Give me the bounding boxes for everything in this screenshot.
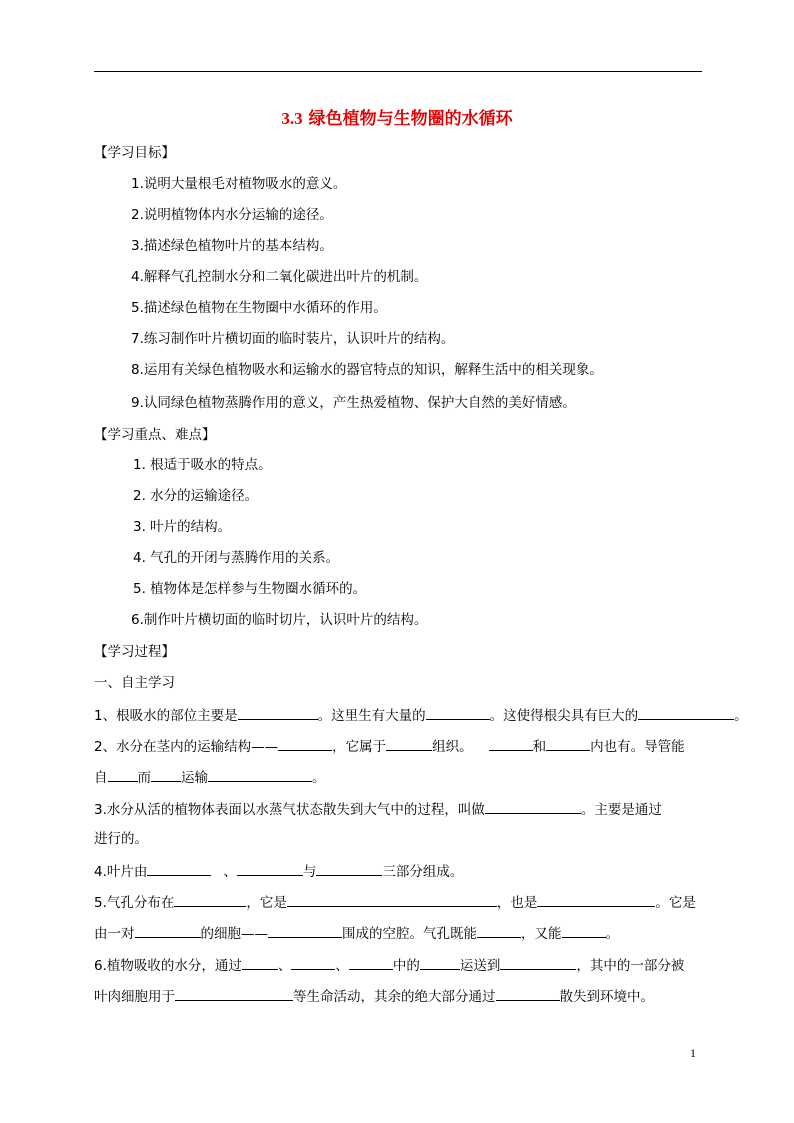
answer-blank[interactable] (242, 955, 278, 970)
answer-blank[interactable] (174, 892, 246, 907)
objective-item: 9.认同绿色植物蒸腾作用的意义，产生热爱植物、保护大自然的美好情感。 (131, 395, 576, 411)
subsection-self-study: 一、自主学习 (94, 675, 175, 691)
answer-blank[interactable] (147, 861, 211, 876)
key-point-item: 1. 根适于吸水的特点。 (133, 457, 272, 473)
objective-item: 4.解释气孔控制水分和二氧化碳进出叶片的机制。 (131, 269, 428, 285)
title-number: 3.3 (281, 109, 303, 128)
answer-blank[interactable] (278, 736, 332, 751)
question-4: 4.叶片由 、 与 三部分组成。 (94, 861, 463, 882)
answer-blank[interactable] (386, 736, 432, 751)
key-point-item: 4. 气孔的开闭与蒸腾作用的关系。 (133, 550, 340, 566)
question-5-cont: 由一对 的细胞—— 围成的空腔。气孔既能 ，又能 。 (94, 923, 619, 944)
section-goals: 【学习目标】 (94, 145, 175, 161)
question-3-cont: 进行的。 (94, 831, 148, 847)
answer-blank[interactable] (268, 923, 342, 938)
answer-blank[interactable] (287, 892, 497, 907)
question-2-cont: 自 而 运输 。 (94, 767, 326, 788)
key-point-item: 3. 叶片的结构。 (133, 519, 232, 535)
answer-blank[interactable] (151, 767, 181, 782)
answer-blank[interactable] (238, 705, 318, 720)
section-key-points: 【学习重点、难点】 (94, 427, 216, 443)
answer-blank[interactable] (237, 861, 303, 876)
page-title (0, 104, 794, 129)
answer-blank[interactable] (175, 986, 293, 1001)
objective-item: 7.练习制作叶片横切面的临时装片，认识叶片的结构。 (131, 331, 455, 347)
answer-blank[interactable] (426, 705, 490, 720)
key-point-item: 2. 水分的运输途径。 (133, 488, 259, 504)
key-point-item: 6.制作叶片横切面的临时切片，认识叶片的结构。 (131, 612, 428, 628)
answer-blank[interactable] (316, 861, 382, 876)
key-point-item: 5. 植物体是怎样参与生物圈水循环的。 (133, 581, 367, 597)
answer-blank[interactable] (420, 955, 460, 970)
question-6-cont: 叶肉细胞用于 等生命活动，其余的绝大部分通过 散失到环境中。 (94, 986, 654, 1007)
page-number: 1 (690, 1046, 696, 1060)
question-2: 2、水分在茎内的运输结构—— ，它属于 组织。 和 内也有。导管能 (94, 736, 685, 757)
answer-blank[interactable] (349, 955, 393, 970)
answer-blank[interactable] (546, 736, 590, 751)
title-text: 绿色植物与生物圈的水循环 (308, 109, 513, 129)
answer-blank[interactable] (108, 767, 138, 782)
answer-blank[interactable] (496, 986, 560, 1001)
question-3: 3.水分从活的植物体表面以水蒸气状态散失到大气中的过程，叫做 。主要是通过 (94, 799, 662, 820)
answer-blank[interactable] (500, 955, 576, 970)
objective-item: 8.运用有关绿色植物吸水和运输水的器官特点的知识，解释生活中的相关现象。 (131, 362, 603, 378)
question-6: 6.植物吸收的水分，通过 、 、 中的 运送到 ，其中的一部分被 (94, 955, 684, 976)
answer-blank[interactable] (537, 892, 655, 907)
header-rule (94, 71, 702, 72)
answer-blank[interactable] (485, 799, 581, 814)
objective-item: 1.说明大量根毛对植物吸水的意义。 (131, 176, 347, 192)
answer-blank[interactable] (638, 705, 734, 720)
answer-blank[interactable] (208, 767, 312, 782)
question-1: 1、根吸水的部位主要是 。这里生有大量的 。这使得根尖具有巨大的 。 (94, 705, 748, 726)
answer-blank[interactable] (135, 923, 201, 938)
section-process: 【学习过程】 (94, 644, 175, 660)
answer-blank[interactable] (562, 923, 606, 938)
objective-item: 3.描述绿色植物叶片的基本结构。 (131, 238, 333, 254)
answer-blank[interactable] (489, 736, 533, 751)
answer-blank[interactable] (291, 955, 335, 970)
question-5: 5.气孔分布在 ，它是 ，也是 。它是 (94, 892, 696, 913)
objective-item: 2.说明植物体内水分运输的途径。 (131, 207, 333, 223)
objective-item: 5.描述绿色植物在生物圈中水循环的作用。 (131, 300, 387, 316)
answer-blank[interactable] (477, 923, 521, 938)
